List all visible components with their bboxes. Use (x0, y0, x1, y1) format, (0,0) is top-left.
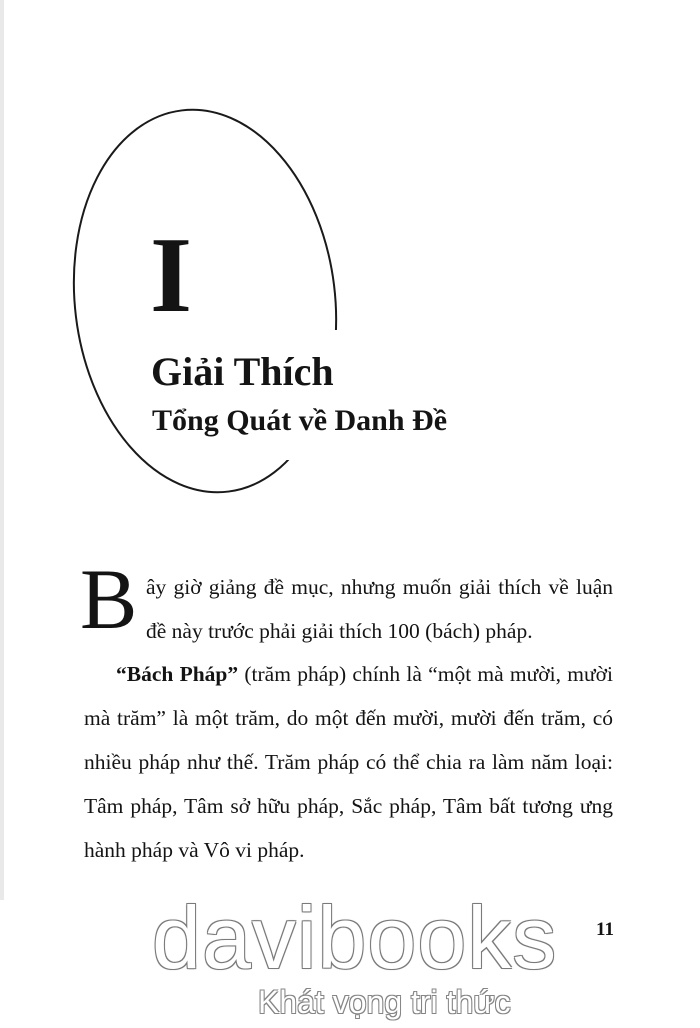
chapter-title: Giải Thích (151, 349, 334, 394)
watermark-tagline: Khát vọng tri thức (258, 984, 511, 1020)
chapter-number: I (150, 216, 193, 335)
paragraph-1: ây giờ giảng đề mục, nhưng muốn giải thích về luận đề này trước phải giải thích 100 (bách) pháp. (146, 575, 613, 643)
paragraph-2-body: (trăm pháp) chính là “một mà mười, mười mà trăm” là một trăm, do một đến mười, mười đến trăm, có nhiều pháp như thế. Trăm pháp có thể chia ra làm năm loại: Tâm pháp, Tâm sở hữu pháp, Sắc pháp, Tâm bất tương ưng hành pháp và Vô vi pháp. (84, 662, 613, 862)
page-number: 11 (596, 919, 614, 940)
paragraph-2-lead-term: “Bách Pháp” (116, 662, 239, 686)
watermark-brand: davibooks (152, 888, 558, 987)
paragraph-2 (84, 652, 613, 872)
chapter-subtitle: Tổng Quát về Danh Đề (152, 404, 448, 437)
drop-cap: B (80, 551, 138, 647)
